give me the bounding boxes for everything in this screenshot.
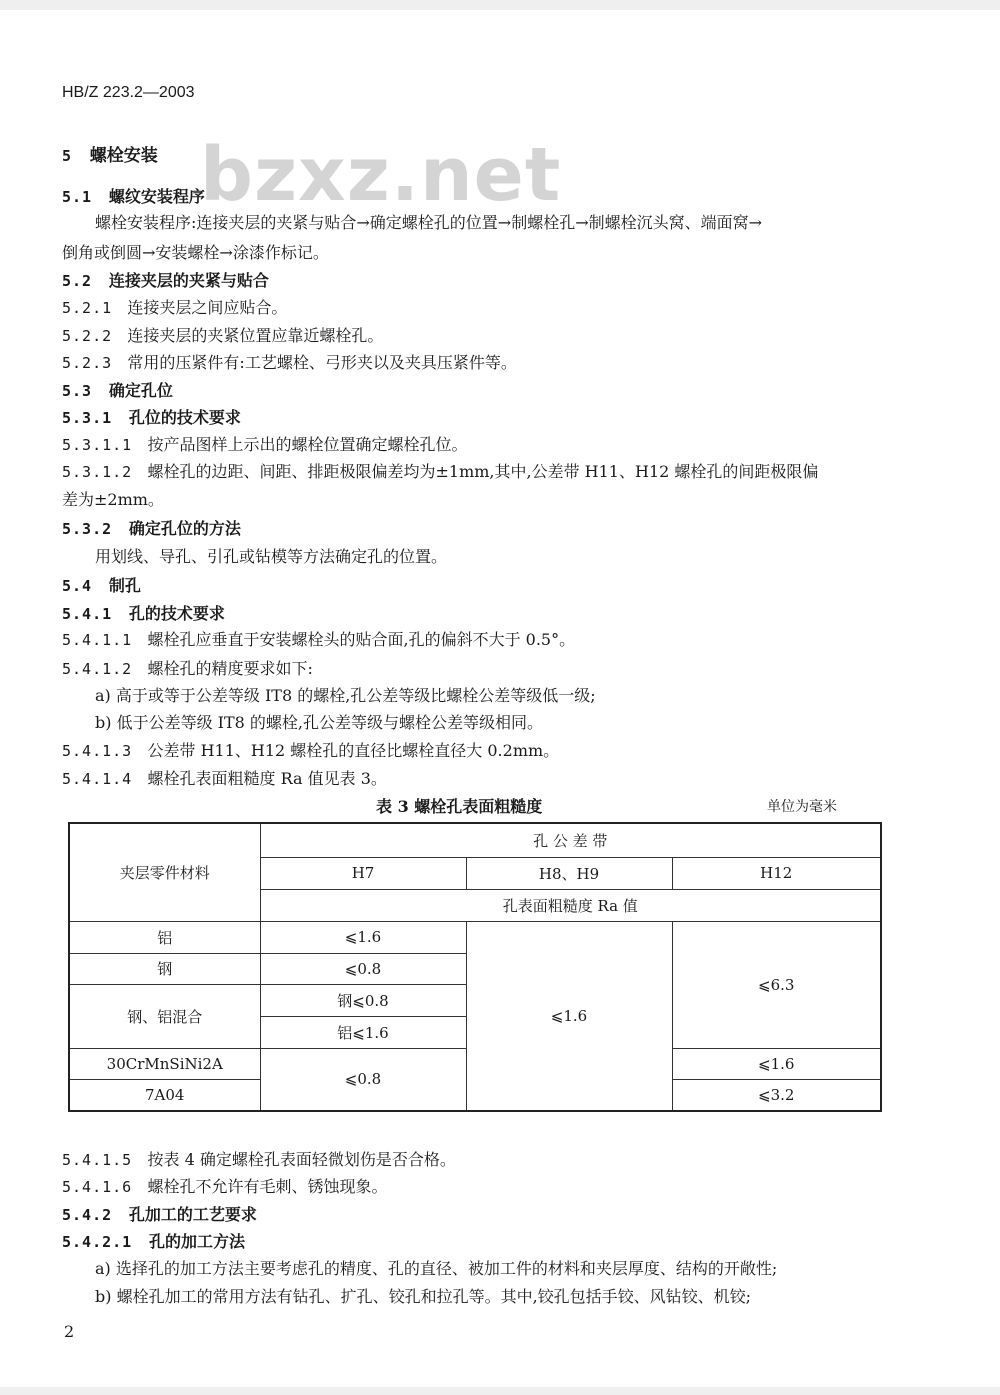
table-3-unit: 单位为毫米 bbox=[767, 799, 837, 815]
row-30crmnsini2a-h12: ⩽1.6 bbox=[672, 1048, 881, 1079]
page-top-border bbox=[0, 0, 1000, 10]
header-h12: H12 bbox=[672, 857, 881, 889]
table-3-surface-roughness bbox=[68, 822, 882, 1112]
section-5-1-para-line2: 倒角或倒圆→安装螺栓→涂漆作标记。 bbox=[62, 243, 329, 262]
clause-5-4-1-1: 5.4.1.1 螺栓孔应垂直于安装螺栓头的贴合面,孔的偏斜不大于 0.5°。 bbox=[62, 630, 576, 649]
row-steel-material: 钢 bbox=[69, 953, 260, 984]
watermark: bzxz.net bbox=[200, 132, 562, 218]
clause-5-4-2-1-item-a: a) 选择孔的加工方法主要考虑孔的精度、孔的直径、被加工件的材料和夹层厚度、结构的开敞性; bbox=[95, 1259, 778, 1278]
section-5-1-para-line1: 螺栓安装程序:连接夹层的夹紧与贴合→确定螺栓孔的位置→制螺栓孔→制螺栓沉头窝、端面窝→ bbox=[95, 213, 763, 232]
header-h8-h9: H8、H9 bbox=[466, 857, 672, 889]
clause-5-4-1-3: 5.4.1.3 公差带 H11、H12 螺栓孔的直径比螺栓直径大 0.2mm。 bbox=[62, 741, 560, 760]
clause-5-4-1-5: 5.4.1.5 按表 4 确定螺栓孔表面轻微划伤是否合格。 bbox=[62, 1150, 456, 1169]
row-mixed-material: 钢、铝混合 bbox=[69, 984, 260, 1048]
clause-5-3-2-heading: 5.3.2 确定孔位的方法 bbox=[62, 519, 241, 538]
clause-5-4-1-2-item-a: a) 高于或等于公差等级 IT8 的螺栓,孔公差等级比螺栓公差等级低一级; bbox=[95, 686, 596, 705]
clause-5-4-1-2-item-b: b) 低于公差等级 IT8 的螺栓,孔公差等级与螺栓公差等级相同。 bbox=[95, 713, 544, 732]
row-7a04-h12: ⩽3.2 bbox=[672, 1079, 881, 1111]
clause-5-3-1-2: 5.3.1.2 螺栓孔的边距、间距、排距极限偏差均为±1mm,其中,公差带 H11、H12 螺栓孔的间距极限偏 bbox=[62, 462, 819, 481]
clause-5-4-1-6: 5.4.1.6 螺栓孔不允许有毛刺、锈蚀现象。 bbox=[62, 1177, 388, 1196]
header-hole-tolerance: 孔 公 差 带 bbox=[260, 823, 881, 857]
section-5-4-heading: 5.4 制孔 bbox=[62, 576, 141, 595]
row-30crmnsini2a-7a04-h7: ⩽0.8 bbox=[260, 1048, 466, 1111]
clause-5-4-1-4: 5.4.1.4 螺栓孔表面粗糙度 Ra 值见表 3。 bbox=[62, 769, 387, 788]
standard-code-header: HB/Z 223.2—2003 bbox=[62, 84, 195, 101]
row-7a04-material: 7A04 bbox=[69, 1079, 260, 1111]
row-30crmnsini2a-material: 30CrMnSiNi2A bbox=[69, 1048, 260, 1079]
clause-5-2-3: 5.2.3 常用的压紧件有:工艺螺栓、弓形夹以及夹具压紧件等。 bbox=[62, 353, 517, 372]
page-number: 2 bbox=[64, 1322, 75, 1341]
clause-5-4-1-2: 5.4.1.2 螺栓孔的精度要求如下: bbox=[62, 659, 313, 678]
clause-5-3-1-2-continued: 差为±2mm。 bbox=[62, 490, 164, 509]
row-mixed-h7-aluminum: 铝⩽1.6 bbox=[260, 1016, 466, 1048]
row-steel-h7: ⩽0.8 bbox=[260, 953, 466, 984]
row-aluminum-h7: ⩽1.6 bbox=[260, 921, 466, 953]
clause-5-3-2-para: 用划线、导孔、引孔或钻模等方法确定孔的位置。 bbox=[95, 547, 448, 566]
table-3-title: 表 3 螺栓孔表面粗糙度 bbox=[376, 797, 543, 816]
h8-h9-value: ⩽1.6 bbox=[466, 921, 672, 1111]
clause-5-2-1: 5.2.1 连接夹层之间应贴合。 bbox=[62, 298, 288, 317]
clause-5-4-2-1-heading: 5.4.2.1 孔的加工方法 bbox=[62, 1232, 245, 1251]
section-5-2-heading: 5.2 连接夹层的夹紧与贴合 bbox=[62, 271, 269, 290]
clause-5-2-2: 5.2.2 连接夹层的夹紧位置应靠近螺栓孔。 bbox=[62, 326, 384, 345]
row-aluminum-material: 铝 bbox=[69, 921, 260, 953]
clause-5-3-1-heading: 5.3.1 孔位的技术要求 bbox=[62, 408, 241, 427]
section-5-3-heading: 5.3 确定孔位 bbox=[62, 381, 173, 400]
row-mixed-h7-steel: 钢⩽0.8 bbox=[260, 984, 466, 1016]
header-ra-value: 孔表面粗糙度 Ra 值 bbox=[260, 889, 881, 921]
page-bottom-border bbox=[0, 1387, 1000, 1395]
clause-5-3-1-1: 5.3.1.1 按产品图样上示出的螺栓位置确定螺栓孔位。 bbox=[62, 435, 468, 454]
section-5-heading: 5 螺栓安装 bbox=[62, 146, 158, 166]
header-material: 夹层零件材料 bbox=[69, 823, 260, 921]
h12-value-top: ⩽6.3 bbox=[672, 921, 881, 1048]
clause-5-4-2-heading: 5.4.2 孔加工的工艺要求 bbox=[62, 1205, 257, 1224]
header-h7: H7 bbox=[260, 857, 466, 889]
clause-5-4-2-1-item-b: b) 螺栓孔加工的常用方法有钻孔、扩孔、铰孔和拉孔等。其中,铰孔包括手铰、风钻铰、机铰; bbox=[95, 1287, 752, 1306]
section-5-1-heading: 5.1 螺纹安装程序 bbox=[62, 187, 205, 206]
clause-5-4-1-heading: 5.4.1 孔的技术要求 bbox=[62, 604, 225, 623]
